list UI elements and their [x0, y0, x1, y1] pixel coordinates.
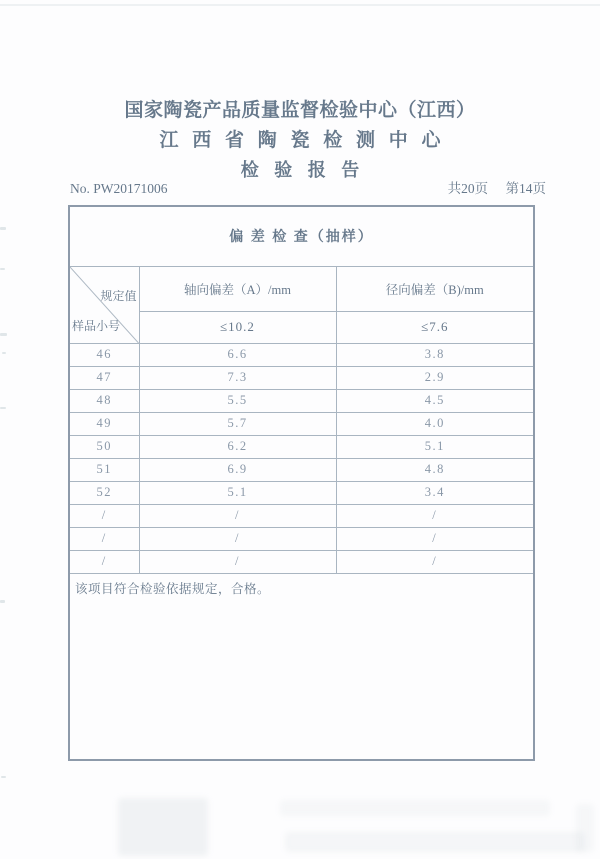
radial-value-cell: 4.0	[336, 412, 534, 435]
bleed-through-smudge	[280, 800, 550, 816]
table-row	[69, 527, 534, 550]
scan-artifact	[0, 333, 7, 336]
table-row	[69, 366, 534, 389]
radial-value-cell: 3.8	[336, 343, 534, 366]
sample-id-cell: 50	[69, 435, 139, 458]
axial-value-cell: 6.2	[139, 435, 336, 458]
bleed-through-smudge	[118, 798, 208, 856]
limit-axial: ≤10.2	[139, 311, 336, 343]
report-number: No. PW20171006	[70, 181, 168, 196]
scan-artifact	[0, 268, 5, 270]
sample-id-cell: 48	[69, 389, 139, 412]
conclusion-cell: 该项目符合检验依据规定，合格。	[69, 573, 534, 760]
sample-id-cell: 47	[69, 366, 139, 389]
deviation-inspection-table	[68, 205, 535, 761]
sample-id-cell: /	[69, 504, 139, 527]
table-row	[69, 412, 534, 435]
limit-radial: ≤7.6	[336, 311, 534, 343]
scan-artifact	[2, 352, 6, 354]
scan-edge-top	[0, 4, 600, 6]
page-total: 共20页	[447, 181, 489, 196]
radial-value-cell: 4.8	[336, 458, 534, 481]
scan-artifact	[0, 227, 6, 230]
sample-id-cell: 51	[69, 458, 139, 481]
table-row	[69, 550, 534, 573]
pagination	[434, 177, 546, 197]
scan-artifact	[1, 776, 6, 778]
report-info-row	[70, 177, 546, 197]
bleed-through-smudge	[576, 804, 594, 852]
table-row	[69, 458, 534, 481]
sample-id-cell: 52	[69, 481, 139, 504]
table-header-row	[69, 266, 534, 311]
axial-value-cell: 5.5	[139, 389, 336, 412]
org-name-line2: 江 西 省 陶 瓷 检 测 中 心	[159, 130, 441, 151]
axial-value-cell: 7.3	[139, 366, 336, 389]
axial-value-cell: /	[139, 527, 336, 550]
table-row	[69, 389, 534, 412]
axial-value-cell: /	[139, 550, 336, 573]
report-header	[0, 96, 600, 184]
corner-top-right-label: 规定值	[100, 288, 137, 303]
scan-artifact	[0, 600, 5, 603]
conclusion-row	[69, 573, 534, 760]
axial-value-cell: 5.7	[139, 412, 336, 435]
radial-value-cell: /	[336, 504, 534, 527]
table-title-row	[69, 206, 534, 266]
radial-value-cell: 2.9	[336, 366, 534, 389]
sample-id-cell: 49	[69, 412, 139, 435]
radial-value-cell: 4.5	[336, 389, 534, 412]
sample-id-cell: /	[69, 550, 139, 573]
radial-value-cell: 5.1	[336, 435, 534, 458]
report-title: 检 验 报 告	[240, 160, 360, 180]
table-row	[69, 481, 534, 504]
col-header-axial-deviation: 轴向偏差（A）/mm	[139, 266, 336, 311]
table-row	[69, 435, 534, 458]
page-current: 第14页	[505, 181, 546, 196]
radial-value-cell: /	[336, 550, 534, 573]
axial-value-cell: 5.1	[139, 481, 336, 504]
corner-cell	[69, 266, 139, 343]
col-header-radial-deviation: 径向偏差（B)/mm	[336, 266, 534, 311]
radial-value-cell: 3.4	[336, 481, 534, 504]
corner-bottom-left-label: 样品小号	[72, 318, 121, 333]
bleed-through-smudge	[285, 832, 585, 852]
table-row	[69, 504, 534, 527]
table-section-title: 偏 差 检 查（抽样）	[69, 206, 534, 266]
sample-id-cell: /	[69, 527, 139, 550]
table-row	[69, 343, 534, 366]
radial-value-cell: /	[336, 527, 534, 550]
sample-id-cell: 46	[69, 343, 139, 366]
axial-value-cell: /	[139, 504, 336, 527]
axial-value-cell: 6.9	[139, 458, 336, 481]
axial-value-cell: 6.6	[139, 343, 336, 366]
org-name-line1: 国家陶瓷产品质量监督检验中心（江西）	[124, 100, 476, 121]
scan-artifact	[0, 407, 6, 409]
